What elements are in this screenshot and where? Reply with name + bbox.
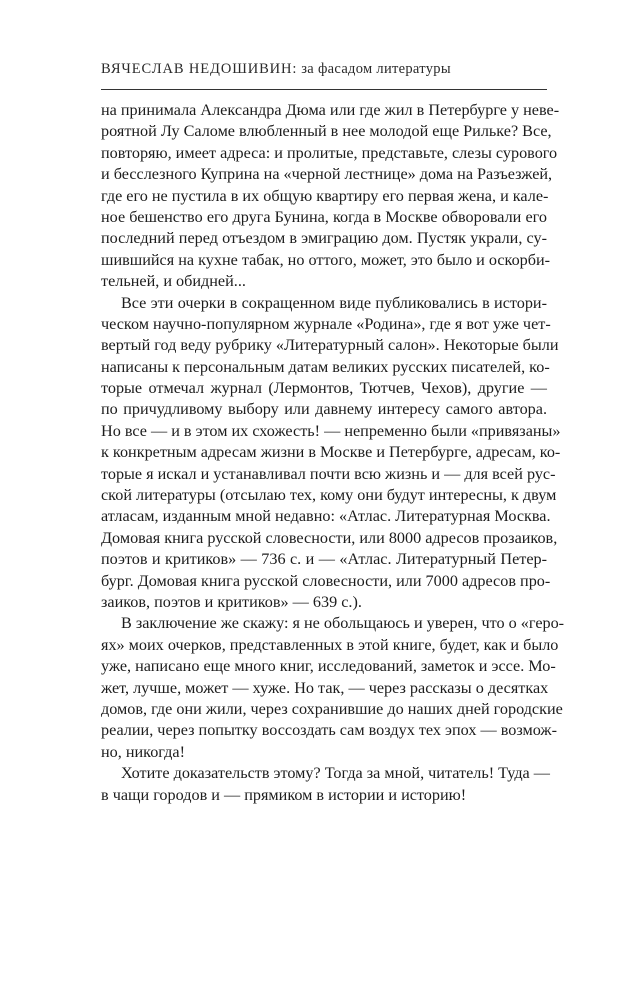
text-line: поэтов и критиков» — 736 с. и — «Атлас. Литературный Петер- (101, 550, 547, 569)
text-line: реалии, через попытку воссоздать сам воздух тех эпох — возмож- (101, 721, 558, 740)
text-line: Хотите доказательств этому? Тогда за мной, читатель! Туда — (121, 764, 550, 783)
text-line: торые я искал и устанавливал почти всю жизнь и — для всей рус- (101, 464, 556, 483)
text-line: повторяю, имеет адреса: и пролитые, представьте, слезы сурового (101, 143, 558, 162)
text-line: заиков, поэтов и критиков» — 639 с.). (101, 592, 362, 611)
text-line: по причудливому выбору или давнему интересу самого автора. (101, 400, 547, 419)
text-line: но, никогда! (101, 742, 185, 761)
body-text (101, 100, 565, 806)
text-line: Но все — и в этом их схожесть! — непременно были «привязаны» (101, 421, 561, 440)
text-line: на принимала Александра Дюма или где жил в Петербурге у неве- (101, 101, 560, 119)
header-rule (101, 89, 547, 90)
text-line: бург. Домовая книга русской словесности, или 7000 адресов про- (101, 571, 551, 590)
header-author: ВЯЧЕСЛАВ НЕДОШИВИН: (101, 61, 298, 77)
text-line: жет, лучше, может — хуже. Но так, — через рассказы о десятках (101, 678, 549, 697)
text-line: торые отмечал журнал (Лермонтов, Тютчев, Чехов), другие — (101, 379, 547, 398)
text-line: ях» моих очерков, представленных в этой книге, будет, как и было (101, 635, 559, 654)
text-line: где его не пустила в их общую квартиру его первая жена, и кале- (101, 186, 549, 205)
text-line: атласам, изданным мной недавно: «Атлас. Литературная Москва. (101, 507, 551, 526)
text-line: вертый год веду рубрику «Литературный салон». Некоторые были (101, 336, 559, 355)
text-line: к конкретным адресам жизни в Москве и Петербурге, адресам, ко- (101, 443, 561, 462)
text-line: Все эти очерки в сокращенном виде публиковались в истори- (121, 293, 547, 312)
text-line: ческом научно-популярном журнале «Родина», где я вот уже чет- (101, 314, 551, 333)
text-line: ное бешенство его друга Бунина, когда в Москве обворовали его (101, 207, 547, 226)
running-header (101, 61, 546, 78)
text-line: тельней, и обидней... (101, 272, 246, 291)
text-line: домов, где они жили, через сохранившие до наших дней городские (101, 699, 563, 718)
text-line: в чащи городов и — прямиком в истории и историю! (101, 785, 467, 804)
text-line: роятной Лу Саломе влюбленный в нее молодой еще Рильке? Все, (101, 122, 552, 141)
text-line: ской литературы (отсылаю тех, кому они будут интересны, к двум (101, 486, 557, 505)
text-line: написаны к персональным датам великих русских писателей, ко- (101, 357, 550, 376)
text-line: уже, написано еще много книг, исследований, заметок и эссе. Мо- (101, 657, 556, 676)
text-line: Домовая книга русской словесности, или 8000 адресов прозаиков, (101, 528, 558, 547)
text-line: шившийся на кухне табак, но оттого, может, это было и оскорби- (101, 250, 551, 269)
text-line: последний перед отъездом в эмиграцию дом. Пустяк украли, су- (101, 229, 547, 248)
text-line: и бесслезного Куприна на «черной лестнице» дома на Разъезжей, (101, 165, 553, 184)
text-line: В заключение же скажу: я не обольщаюсь и уверен, что о «геро- (121, 614, 565, 633)
header-title: за фасадом литературы (297, 61, 451, 77)
